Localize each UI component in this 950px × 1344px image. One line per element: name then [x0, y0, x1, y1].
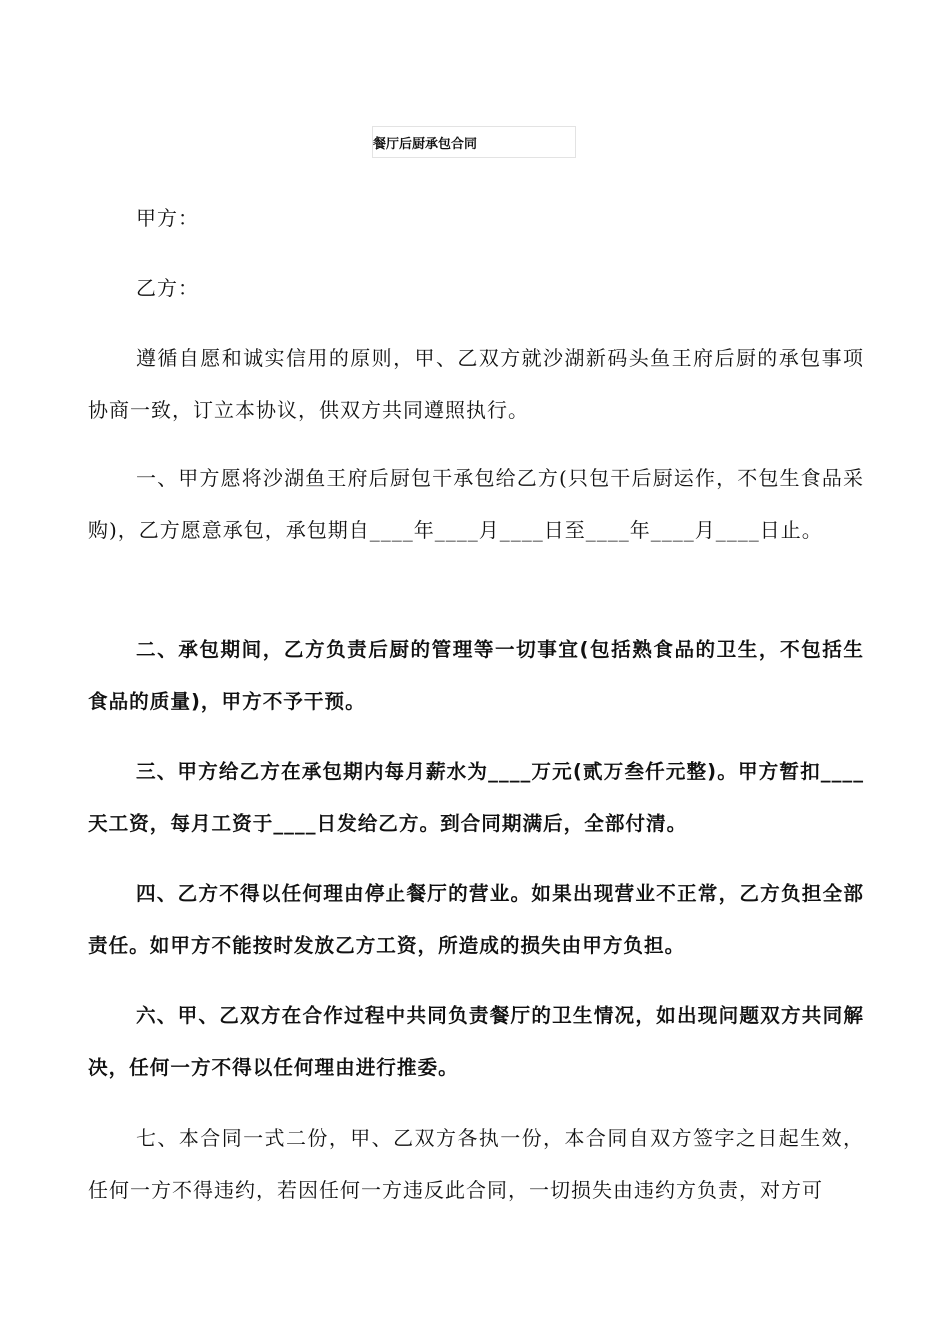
clause-1: 一、甲方愿将沙湖鱼王府后厨包干承包给乙方(只包干后厨运作，不包生食品采购)，乙方愿意承包，承包期自____年____月____日至____年____月____日止。: [88, 466, 864, 542]
clause-6: 六、甲、乙双方在合作过程中共同负责餐厅的卫生情况，如出现问题双方共同解决，任何一方不得以任何理由进行推委。: [88, 1004, 864, 1079]
party-b-line: 乙方：: [136, 276, 199, 300]
party-a-line: 甲方：: [136, 206, 199, 230]
clause-2: 二、承包期间，乙方负责后厨的管理等一切事宜(包括熟食品的卫生，不包括生食品的质量)，甲方不予干预。: [88, 638, 864, 713]
clause-3: 三、甲方给乙方在承包期内每月薪水为____万元(贰万叁仟元整)。甲方暂扣____天工资，每月工资于____日发给乙方。到合同期满后，全部付清。: [88, 760, 864, 835]
clause-4: 四、乙方不得以任何理由停止餐厅的营业。如果出现营业不正常，乙方负担全部责任。如甲方不能按时发放乙方工资，所造成的损失由甲方负担。: [88, 882, 864, 957]
intro-paragraph: 遵循自愿和诚实信用的原则，甲、乙双方就沙湖新码头鱼王府后厨的承包事项协商一致，订立本协议，供双方共同遵照执行。: [88, 346, 864, 422]
document-title: 餐厅后厨承包合同: [373, 137, 478, 152]
title-box: [372, 126, 576, 158]
clause-7: 七、本合同一式二份，甲、乙双方各执一份，本合同自双方签字之日起生效，任何一方不得违约，若因任何一方违反此合同，一切损失由违约方负责，对方可: [88, 1126, 864, 1202]
